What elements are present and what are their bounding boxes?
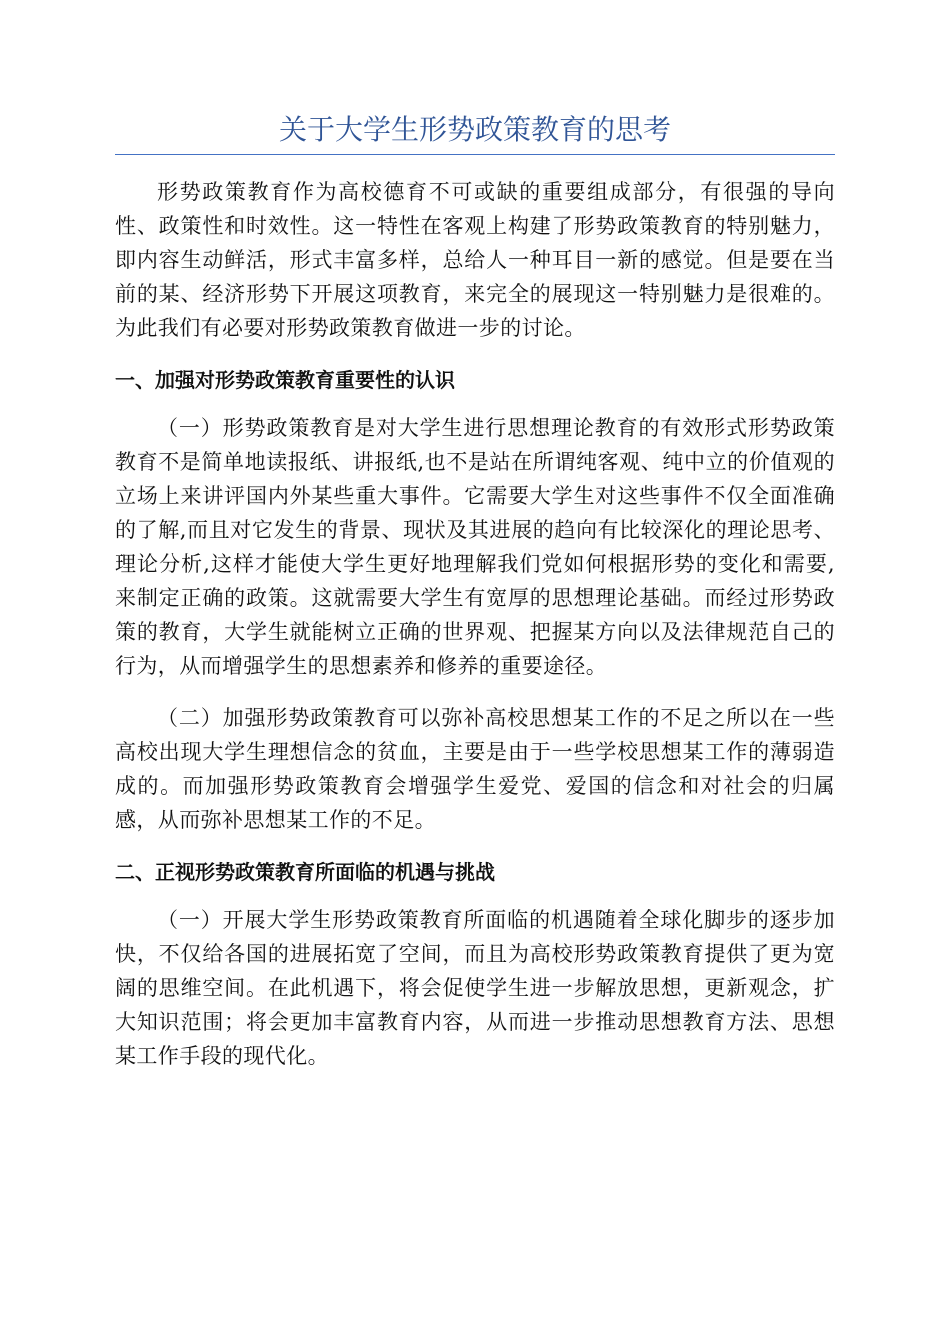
section-1-paragraph-2: （二）加强形势政策教育可以弥补高校思想某工作的不足之所以在一些高校出现大学生理想信念的贫血，主要是由于一些学校思想某工作的薄弱造成的。而加强形势政策教育会增强学生爱党、爱国的信念和对社会的归属感，从而弥补思想某工作的不足。 xyxy=(115,706,835,832)
section-2-heading: 二、正视形势政策教育所面临的机遇与挑战 xyxy=(115,860,495,884)
section-1-heading: 一、加强对形势政策教育重要性的认识 xyxy=(115,368,455,392)
intro-paragraph: 形势政策教育作为高校德育不可或缺的重要组成部分，有很强的导向性、政策性和时效性。这一特性在客观上构建了形势政策教育的特别魅力，即内容生动鲜活，形式丰富多样，总给人一种耳目一新的感觉。但是要在当前的某、经济形势下开展这项教育，来完全的展现这一特别魅力是很难的。为此我们有必要对形势政策教育做进一步的讨论。 xyxy=(115,180,835,340)
title-underline xyxy=(115,154,835,155)
document-title: 关于大学生形势政策教育的思考 xyxy=(278,113,671,146)
document-page xyxy=(115,110,835,1091)
section-1-paragraph-1: （一）形势政策教育是对大学生进行思想理论教育的有效形式形势政策教育不是简单地读报纸、讲报纸,也不是站在所谓纯客观、纯中立的价值观的立场上来讲评国内外某些重大事件。它需要大学生对这些事件不仅全面准确的了解,而且对它发生的背景、现状及其进展的趋向有比较深化的理论思考、理论分析,这样才能使大学生更好地理解我们党如何根据形势的变化和需要,来制定正确的政策。这就需要大学生有宽厚的思想理论基础。而经过形势政策的教育，大学生就能树立正确的世界观、把握某方向以及法律规范自己的行为，从而增强学生的思想素养和修养的重要途径。 xyxy=(115,416,835,678)
section-2-paragraph-1: （一）开展大学生形势政策教育所面临的机遇随着全球化脚步的逐步加快，不仅给各国的进展拓宽了空间，而且为高校形势政策教育提供了更为宽阔的思维空间。在此机遇下，将会促使学生进一步解放思想，更新观念，扩大知识范围；将会更加丰富教育内容，从而进一步推动思想教育方法、思想某工作手段的现代化。 xyxy=(115,908,835,1068)
